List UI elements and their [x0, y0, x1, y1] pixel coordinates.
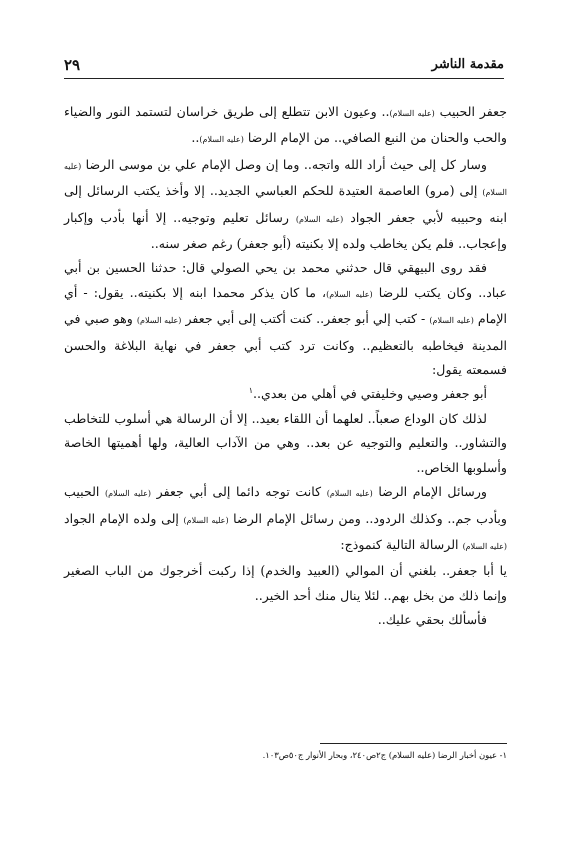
paragraph — [64, 480, 507, 559]
honorific: (عليه السلام) — [105, 489, 152, 499]
page-number: ٢٩ — [64, 56, 81, 74]
honorific: (عليه السلام) — [64, 161, 507, 198]
honorific: (عليه السلام) — [389, 109, 435, 118]
text-run: - كتب إلي أبو جعفر.. كنت أكتب إلى أبي جعفر — [181, 311, 430, 327]
text-run: لذلك كان الوداع صعباً.. لعلهما أن اللقاء بعيد.. إلا أن الرسالة هي أسلوب للتخاطب والتشاور.. والتعليم والتوجيه عن بعد.. وهي من الآداب العالية، ولها أهميتها الخاصة وأسلوبها الخاص.. — [64, 410, 507, 475]
text-run: .. وعيون الابن تتطلع إلى طريق خراسان لتستمد النور والضياء والحب والحنان من النبع الصافي.. من الإمام الرضا — [64, 104, 507, 146]
text-run: ورسائل الإمام الرضا — [372, 484, 488, 500]
page-body — [64, 100, 507, 633]
quote-paragraph — [64, 382, 507, 406]
text-run: وسار كل إلى حيث أراد الله واتجه.. وما إن وصل الإمام علي بن موسى الرضا — [81, 156, 487, 172]
text-run: كانت توجه دائما إلى أبي جعفر — [151, 484, 327, 500]
running-title: مقدمة الناشر — [431, 57, 504, 72]
text-run: فقد روى البيهقي قال حدثني محمد بن يحي الصولي قال: حدثنا الحسين بن أبي عباد.. وكان يكتب للرضا — [64, 260, 507, 300]
text-run: جعفر الحبيب — [434, 104, 507, 119]
footnote-divider — [320, 743, 507, 744]
footnote-ref[interactable]: ١ — [248, 386, 253, 396]
text-run: فأسألك بحقي عليك.. — [377, 612, 487, 628]
text-run: وهو صبي في المدينة فيخاطبه بالتعظيم.. وكانت ترد كتب أبي جعفر في نهاية البلاغة والحسن فسمعته يقول: — [64, 311, 507, 378]
honorific: (عليه السلام) — [462, 541, 507, 551]
text-run: رسائل تعليم وتوجيه.. إلا أنها بأدب وإكبار وإعجاب.. فلم يكن يخاطب ولده إلا بكنيته (أبو جعفر) رغم صغر سنه.. — [64, 209, 507, 252]
text-run: .. — [191, 130, 200, 146]
text-run: إلى (مرو) العاصمة العتيدة للحكم العباسي الجديد.. إلا وأخذ يكتب الرسائل إلى ابنه وحبيبه لأبي جعفر الجواد — [64, 183, 507, 225]
paragraph — [64, 407, 507, 480]
paragraph — [64, 256, 507, 382]
text-run: إلى ولده الإمام الجواد — [64, 510, 184, 526]
text-run: يا أبا جعفر.. بلغني أن الموالي (العبيد والخدم) إذا ركبت أخرجوك من الباب الصغير وإنما ذلك من بخل بهم.. لئلا ينال منك أحد الخير.. — [64, 563, 507, 603]
honorific: (عليه السلام) — [136, 316, 182, 326]
paragraph — [64, 608, 507, 632]
paragraph — [64, 153, 507, 257]
text-run: ، ما كان يذكر محمدا ابنه إلا بكنيته.. يقول: - أي الإمام — [64, 284, 507, 327]
quote-text: أبو جعفر وصيي وخليفتي في أهلي من بعدي.. — [253, 386, 487, 402]
honorific: (عليه السلام) — [199, 135, 244, 145]
honorific: (عليه السلام) — [429, 316, 474, 326]
footnote: ١- عيون أخبار الرضا (عليه السلام) ج٢ص٢٤٠، وبحار الأنوار ج٥٠ص١٠٣. — [262, 750, 507, 760]
honorific: (عليه السلام) — [183, 515, 229, 525]
honorific: (عليه السلام) — [295, 214, 344, 224]
page-header — [64, 56, 504, 79]
text-run: الرسالة التالية كنموذج: — [340, 536, 463, 552]
text-run: الحبيب وبأدب جم.. وكذلك الردود.. ومن رسائل الإمام الرضا — [64, 484, 508, 526]
honorific: (عليه السلام) — [326, 489, 373, 499]
paragraph — [64, 559, 507, 608]
honorific: (عليه السلام) — [326, 289, 373, 299]
paragraph — [64, 100, 507, 153]
